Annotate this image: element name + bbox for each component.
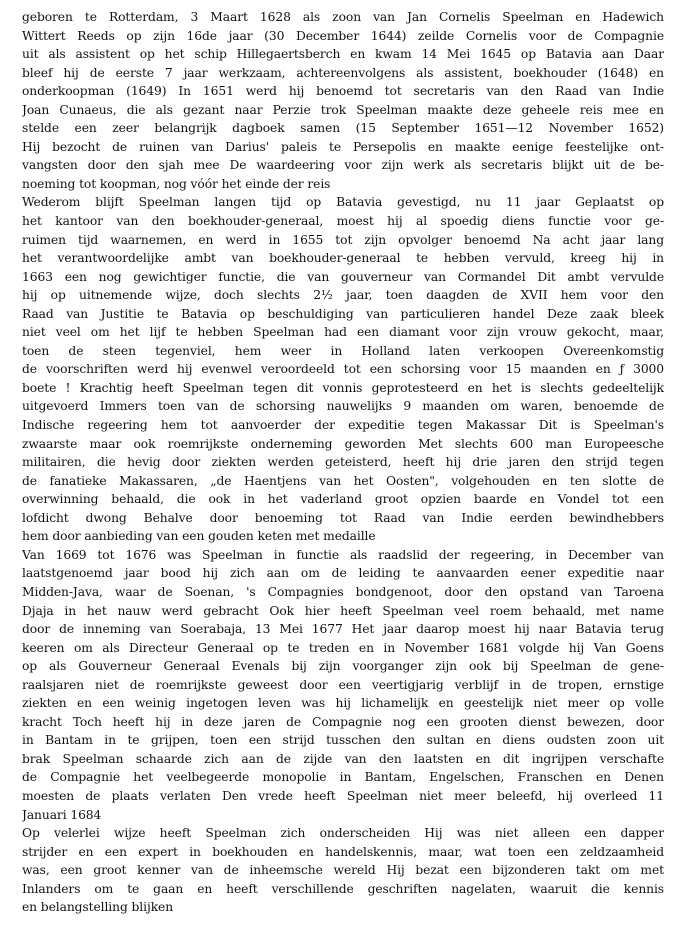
text-line: Djaja in het nauw werd gebracht Ook hier heeft Speelman veel roem behaald, met name: [22, 603, 664, 618]
text-line: op als Gouverneur Generaal Evenals bij zijn voorganger zijn ook bij Speelman de gene-: [22, 659, 664, 674]
text-line: Op velerlei wijze heeft Speelman zich onderscheiden Hij was niet alleen een dapper: [22, 826, 664, 841]
paragraph-batavia-makassar: [22, 193, 664, 545]
text-line: de Compagnie het veelbegeerde monopolie in Bantam, Engelschen, Franschen en Denen: [22, 770, 664, 785]
text-line: keeren om als Directeur Generaal op te treden en in November 1681 volgde hij Van Goens: [22, 640, 664, 655]
text-line: hem door aanbieding van een gouden keten met medaille: [22, 529, 376, 544]
text-line: ziekten en een weinig ingetogen leven was hij lichamelijk en geestelijk niet meer op volle: [22, 696, 664, 711]
text-line: Inlanders om te gaan en heeft verschillende geschriften nagelaten, waaruit die kennis: [22, 881, 664, 896]
text-line: uitgevoerd Immers toen van de schorsing nauwelijks 9 maanden om waren, benoemde de: [22, 399, 664, 414]
text-line: Januari 1684: [22, 807, 102, 822]
text-line: onderkoopman (1649) In 1651 werd hij benoemd tot secretaris van den Raad van Indie: [22, 84, 664, 99]
text-line: het kantoor van den boekhouder-generaal, moest hij al spoedig diens functie voor ge-: [22, 214, 664, 229]
text-line: boete ! Krachtig heeft Speelman tegen dit vonnis geprotesteerd en het is slechts gedeeltelijk: [22, 380, 664, 395]
text-line: uit als assistent op het schip Hillegaertsberch en kwam 14 Mei 1645 op Batavia aan Daar: [22, 47, 664, 62]
text-line: raalsjaren niet de roemrijkste geweest door een veertigjarig verblijf in de tropen, ernstige: [22, 677, 664, 692]
text-line: in Bantam in te grijpen, toen een strijd tusschen den sultan en diens oudsten zoon uit: [22, 733, 664, 748]
text-line: noeming tot koopman, nog vóór het einde der reis: [22, 176, 331, 191]
text-line: Wittert Reeds op zijn 16de jaar (30 December 1644) zeilde Cornelis voor de Compagnie: [22, 28, 664, 43]
text-line: Raad van Justitie te Batavia op beschuldiging van particulieren handel Deze zaak bleek: [22, 306, 664, 321]
text-line: de fanatieke Makassaren, „de Haentjens van het Oosten", volgehouden en ten slotte de: [22, 473, 664, 488]
text-line: militairen, die hevig door ziekten werden geteisterd, heeft hij drie jaren den strijd tegen: [22, 455, 664, 470]
text-line: geboren te Rotterdam, 3 Maart 1628 als zoon van Jan Cornelis Speelman en Hadewich: [22, 10, 664, 24]
text-line: brak Speelman schaarde zich aan de zijde van den laatsten en dit ingrijpen verschafte: [22, 751, 664, 766]
text-line: overwinning behaald, die ook in het vaderland groot opzien baarde en Vondel tot een: [22, 492, 664, 507]
text-line: Joan Cunaeus, die als gezant naar Perzie trok Speelman maakte deze geheele reis mee en: [22, 102, 664, 117]
text-line: hij op uitnemende wijze, doch slechts 2½ jaar, toen daagden de XVII hem voor den: [22, 288, 664, 303]
text-line: strijder en een expert in boekhouden en handelskennis, maar, wat toen een zeldzaamheid: [22, 844, 664, 859]
paragraph-legacy: [22, 824, 664, 917]
paragraph-early-career: [22, 8, 664, 193]
text-line: bleef hij de eerste 7 jaar werkzaam, achtereenvolgens als assistent, boekhouder (1648) en: [22, 65, 664, 80]
text-line: Midden-Java, waar de Soenan, 's Compagnies bondgenoot, door den opstand van Taroena: [22, 584, 664, 599]
text-line: moesten de plaats verlaten Den vrede heeft Speelman niet meer beleefd, hij overleed 11: [22, 788, 664, 803]
text-line: lofdicht dwong Behalve door benoeming tot Raad van Indie eerden bewindhebbers: [22, 510, 664, 525]
text-line: ruimen tijd waarnemen, en werd in 1655 tot zijn opvolger benoemd Na acht jaar lang: [22, 232, 664, 247]
text-line: Hij bezocht de ruinen van Darius' paleis te Persepolis en maakte eenige feestelijke ont-: [22, 139, 664, 154]
text-line: toen de steen tegenviel, hem weer in Holland laten verkoopen Overeenkomstig: [22, 343, 664, 358]
text-line: zwaarste maar ook roemrijkste onderneming geworden Met slechts 600 man Europeesche: [22, 436, 664, 451]
paragraph-governor-general: [22, 546, 664, 824]
text-line: 1663 een nog gewichtiger functie, die van gouverneur van Cormandel Dit ambt vervulde: [22, 269, 664, 284]
text-line: door de inneming van Soerabaja, 13 Mei 1677 Het jaar daarop moest hij naar Batavia terug: [22, 622, 664, 637]
text-line: het verantwoordelijke ambt van boekhouder-generaal te hebben vervuld, kreeg hij in: [22, 251, 664, 266]
text-line: was, een groot kenner van de inheemsche wereld Hij bezat een bijzonderen takt om met: [22, 863, 664, 878]
text-line: kracht Toch heeft hij in deze jaren de Compagnie nog een grooten dienst bewezen, door: [22, 714, 664, 729]
text-line: Indische regeering hem tot aanvoerder der expeditie tegen Makassar Dit is Speelman's: [22, 418, 664, 433]
text-line: vangsten door den sjah mee De waardeering voor zijn werk als secretaris blijkt uit de be-: [22, 158, 664, 173]
text-line: niet veel om het lijf te hebben Speelman had een diamant voor zijn vrouw gekocht, maar,: [22, 325, 664, 340]
text-line: stelde een zeer belangrijk dagboek samen (15 September 1651—12 November 1652): [22, 121, 664, 136]
text-line: Van 1669 tot 1676 was Speelman in functie als raadslid der regeering, in December van: [22, 547, 664, 562]
text-line: de voorschriften werd hij evenwel veroordeeld tot een schorsing voor 15 maanden en ƒ 3000: [22, 362, 664, 377]
text-line: laatstgenoemd jaar bood hij zich aan om de leiding te aanvaarden eener expeditie naar: [22, 566, 664, 581]
text-line: en belangstelling blijken: [22, 900, 174, 915]
text-line: Wederom blijft Speelman langen tijd op Batavia gevestigd, nu 11 jaar Geplaatst op: [22, 195, 664, 210]
